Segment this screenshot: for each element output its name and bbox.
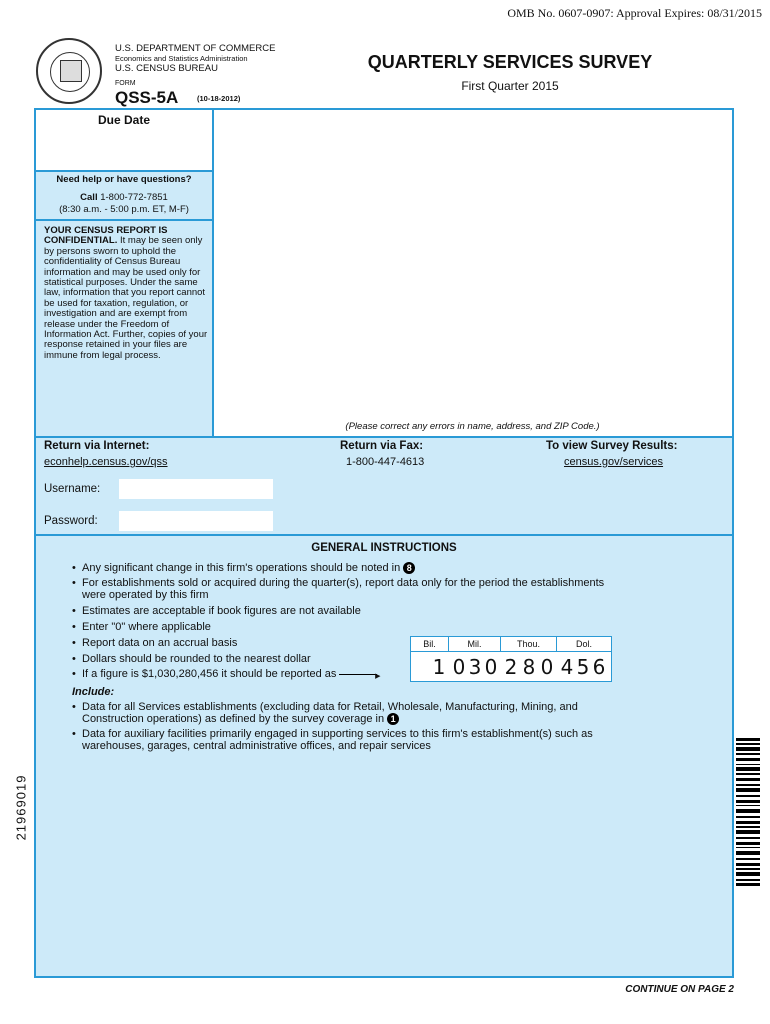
- list-item: • Dollars should be rounded to the nearest dollar: [72, 653, 311, 665]
- confidential-heading: YOUR CENSUS REPORT IS CONFIDENTIAL.: [44, 225, 168, 247]
- address-area: [213, 110, 732, 436]
- divider: [36, 534, 732, 536]
- digit: 0: [540, 655, 554, 679]
- results-label: To view Survey Results:: [546, 440, 678, 452]
- digit: 5: [576, 655, 590, 679]
- username-label: Username:: [44, 483, 101, 495]
- agency-block: [115, 44, 275, 74]
- list-item: • Any significant change in this firm's operations should be noted in 8: [72, 562, 415, 574]
- commerce-seal-icon: [36, 38, 102, 104]
- form-number: QSS-5A: [115, 88, 179, 107]
- fax-number: 1-800-447-4613: [346, 456, 425, 468]
- barcode-icon: [736, 738, 760, 886]
- due-date-label: Due Date: [97, 113, 150, 127]
- form-label: FORM: [115, 80, 136, 87]
- list-item: • Estimates are acceptable if book figures are not available: [72, 605, 361, 617]
- include-label: Include:: [72, 686, 115, 698]
- arrow-right-icon: ▶: [339, 674, 377, 675]
- continue-note: CONTINUE ON PAGE 2: [625, 984, 734, 995]
- call-label: Call: [80, 192, 98, 203]
- digit: 4: [560, 655, 574, 679]
- digit: 3: [468, 655, 482, 679]
- survey-quarter: First Quarter 2015: [461, 79, 559, 93]
- digit-header: Thou.: [501, 637, 557, 652]
- digit-header: Bil.: [411, 637, 449, 652]
- item-ref-icon: 1: [387, 713, 399, 725]
- bureau-name: U.S. CENSUS BUREAU: [115, 63, 218, 74]
- digit: 0: [484, 655, 498, 679]
- confidentiality-notice: [44, 226, 212, 361]
- fax-label: Return via Fax:: [340, 440, 424, 452]
- divider: [36, 170, 212, 172]
- help-title: Need help or have questions?: [56, 174, 192, 185]
- digit: 1: [432, 655, 446, 679]
- form-id-number: 21969019: [13, 774, 29, 841]
- list-item: warehouses, garages, central administrative offices, and repair services: [82, 740, 431, 752]
- internet-label: Return via Internet:: [44, 440, 150, 452]
- results-link[interactable]: census.gov/services: [564, 456, 664, 468]
- survey-title: QUARTERLY SERVICES SURVEY: [367, 52, 653, 72]
- list-item: • If a figure is $1,030,280,456 it should be reported as ▶: [72, 668, 381, 680]
- list-item: • Data for all Services establishments (excluding data for Retail, Wholesale, Manufacturing, Mining, and: [72, 701, 578, 713]
- divider: [36, 436, 732, 438]
- omb-number: OMB No. 0607-0907: Approval Expires: 08/31/2015: [507, 6, 762, 20]
- list-item: • Enter "0" where applicable: [72, 621, 211, 633]
- confidential-text: It may be seen only by persons sworn to uphold the confidentiality of Census Bureau information and may be used only for statistical purposes. Under the same law, information that you report cannot be used for taxation, regulation, or investigation and are exempt from release under the Freedom of Information Act. Further, copies of your response retained in your files are immune from legal process.: [44, 235, 208, 361]
- item-ref-icon: 8: [403, 562, 415, 574]
- help-hours: (8:30 a.m. - 5:00 p.m. ET, M-F): [59, 204, 189, 215]
- digit: 0: [452, 655, 466, 679]
- digit: 6: [592, 655, 606, 679]
- instructions-title: GENERAL INSTRUCTIONS: [311, 542, 457, 554]
- list-item: • Data for auxiliary facilities primarily engaged in supporting services to this firm's establishment(s) such as: [72, 728, 593, 740]
- list-item: Construction operations) as defined by the survey coverage in 1: [82, 713, 399, 725]
- form-date: (10-18-2012): [197, 94, 241, 103]
- divider: [212, 110, 214, 436]
- list-item: • Report data on an accrual basis: [72, 637, 238, 649]
- internet-link[interactable]: econhelp.census.gov/qss: [44, 456, 168, 468]
- digit: 2: [504, 655, 518, 679]
- digit-header: Mil.: [449, 637, 501, 652]
- help-phone: 1-800-772-7851: [100, 192, 168, 203]
- divider: [36, 219, 212, 221]
- help-block: [36, 174, 212, 216]
- digit: 8: [522, 655, 536, 679]
- department-name: U.S. DEPARTMENT OF COMMERCE: [115, 43, 276, 54]
- username-field[interactable]: [119, 479, 273, 499]
- address-note: (Please correct any errors in name, address, and ZIP Code.): [345, 421, 600, 432]
- administration-name: Economics and Statistics Administration: [115, 54, 248, 63]
- list-item: were operated by this firm: [82, 589, 209, 601]
- list-item: • For establishments sold or acquired during the quarter(s), report data only for the period the establishments: [72, 577, 605, 589]
- password-label: Password:: [44, 515, 98, 527]
- example-digit-box: [410, 636, 612, 682]
- digit-header: Dol.: [557, 637, 611, 652]
- password-field[interactable]: [119, 511, 273, 531]
